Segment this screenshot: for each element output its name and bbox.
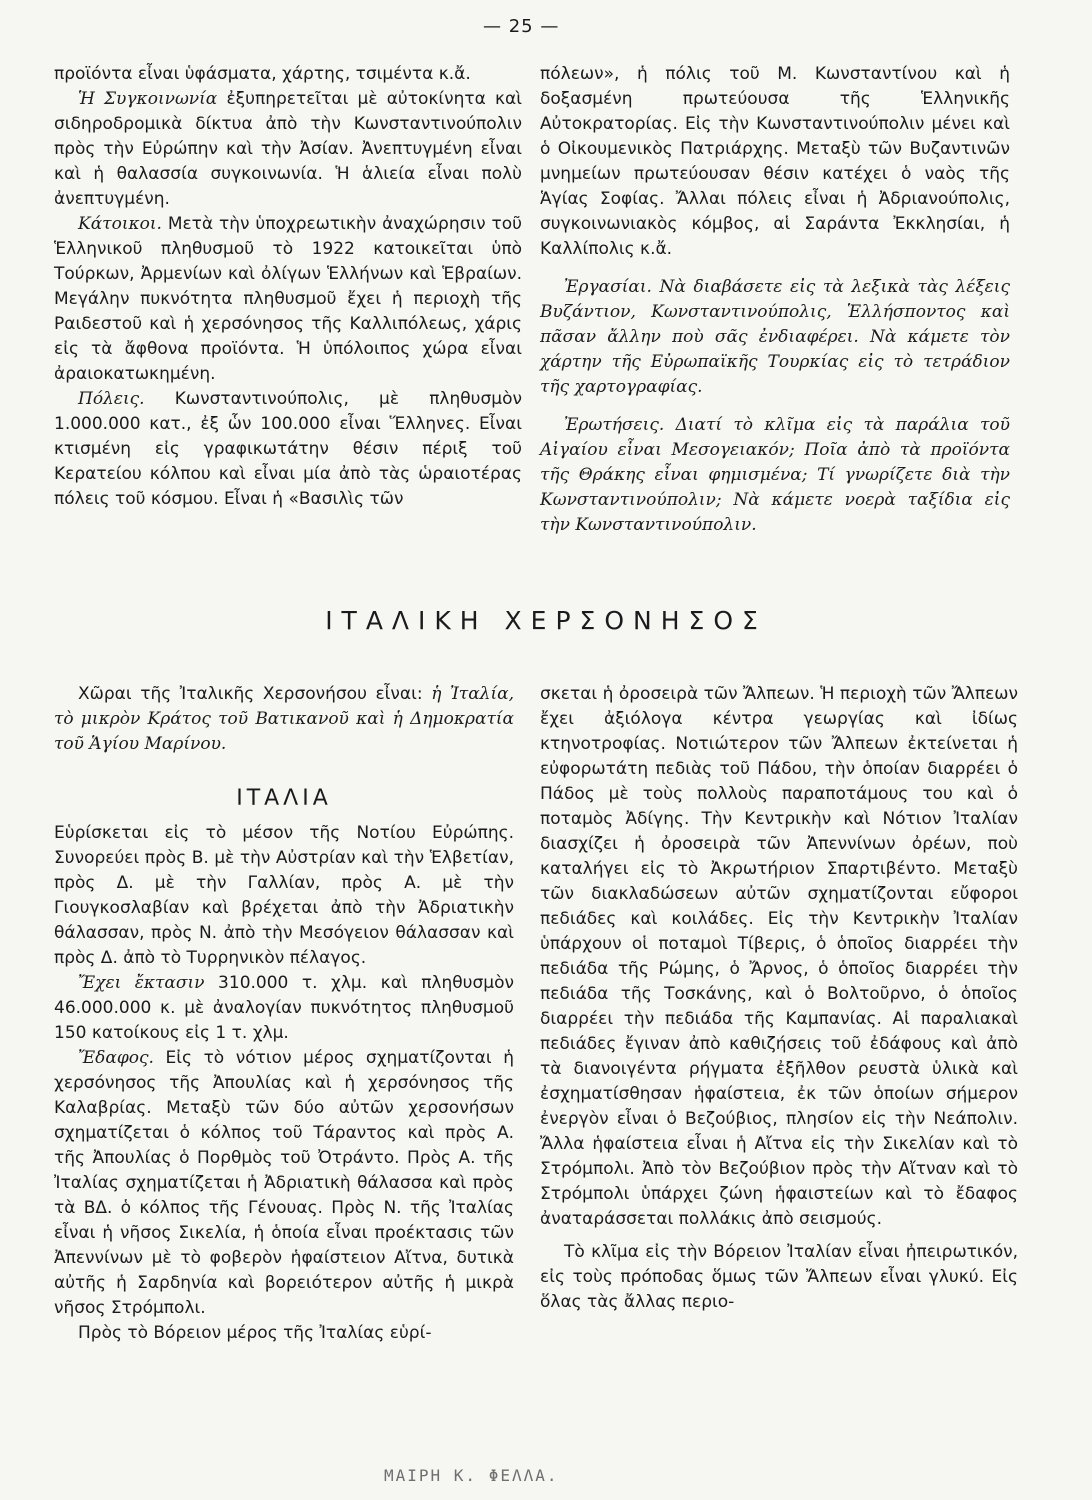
bottom-right-column xyxy=(540,682,1018,1315)
handwritten-signature: ΜΑΙΡΗ Κ. ΦΕΛΛΑ. xyxy=(384,1466,559,1485)
paragraph-heading: Πόλεις. xyxy=(78,389,145,409)
paragraph xyxy=(54,87,522,212)
paragraph: προϊόντα εἶναι ὑφάσματα, χάρτης, τσιμέντα κ.ἄ. xyxy=(54,64,471,84)
paragraph: πόλεων», ἡ πόλις τοῦ Μ. Κωνσταντίνου καὶ ἡ δοξασμένη πρωτεύουσα τῆς Ἑλληνικῆς Αὐτοκρατορίας. Εἰς τὴν Κωνσταντινούπολιν μένει καὶ ὁ Οἰκουμενικὸς Πατριάρχης. Μεταξὺ τῶν Βυζαντινῶν μνημείων πρωτεύουσαν θέσιν κατέχει ὁ ναὸς τῆς Ἁγίας Σοφίας. Ἄλλαι πόλεις εἶναι ἡ Ἀδριανούπολις, συγκοινωνιακὸς κόμβος, αἱ Σαράντα Ἐκκλησίαι, ἡ Καλλίπολις κ.ἄ. xyxy=(540,64,1010,259)
subtitle: ΙΤΑΛΙΑ xyxy=(236,786,332,811)
paragraph-text: 310.000 τ. χλμ. καὶ πληθυσμὸν 46.000.000 κ. μὲ ἀναλογίαν πυκνότητος πληθυσμοῦ 150 κατοίκους εἰς 1 τ. χλμ. xyxy=(54,973,514,1043)
top-right-column xyxy=(540,62,1010,538)
paragraph: Τὸ κλῖμα εἰς τὴν Βόρειον Ἰταλίαν εἶναι ἠπειρωτικόν, εἰς τοὺς πρόποδας ὅμως τῶν Ἄλπεων εἶναι γλυκύ. Εἰς ὅλας τὰς ἄλλας περιο- xyxy=(540,1242,1018,1312)
paragraph-text: Εἰς τὸ νότιον μέρος σχηματίζονται ἡ χερσόνησος τῆς Ἀπουλίας καὶ ἡ χερσόνησος τῆς Καλαβρίας. Μεταξὺ τῶν δύο αὐτῶν χερσονήσων σχηματίζεται ὁ κόλπος τοῦ Τάραντος καὶ πρὸς Α. τῆς Ἀπουλίας ὁ Πορθμὸς τοῦ Ὀτράντο. Πρὸς Α. τῆς Ἰταλίας σχηματίζεται ἡ Ἀδριατικὴ θάλασσα καὶ πρὸς τὰ ΒΔ. ὁ κόλπος τῆς Γένουας. Πρὸς Ν. τῆς Ἰταλίας εἶναι ἡ νῆσος Σικελία, ἡ ὁποία εἶναι προέκτασις τῶν Ἀπεννίνων μὲ τὸ φοβερὸν ἡφαίστειον Αἴτνα, δυτικὰ αὐτῆς ἡ Σαρδηνία καὶ βορειότερον αὐτῆς ἡ μικρὰ νῆσος Στρόμπολι. xyxy=(54,1048,514,1318)
questions-paragraph xyxy=(540,413,1010,538)
paragraph-text: ἐξυπηρετεῖται μὲ αὐτοκίνητα καὶ σιδηροδρομικὰ δίκτυα ἀπὸ τὴν Κωνσταντινούπολιν πρὸς τὴν Εὐρώπην καὶ τὴν Ἀσίαν. Ἀνεπτυγμένη εἶναι καὶ ἡ θαλασσία συγκοινωνία. Ἡ ἁλιεία εἶναι πολὺ ἀνεπτυγμένη. xyxy=(54,89,523,209)
paragraph xyxy=(54,387,522,512)
paragraph: σκεται ἡ ὀροσειρὰ τῶν Ἄλπεων. Ἡ περιοχὴ τῶν Ἄλπεων ἔχει ἀξιόλογα κέντρα γεωργίας καὶ ἰδίως κτηνοτροφίας. Νοτιώτερον τῶν Ἄλπεων ἐκτείνεται ἡ εὐφορωτάτη πεδιὰς τοῦ Πάδου, τὴν ὁποίαν διαρρέει ὁ Πάδος μὲ τοὺς πολλοὺς παραποτάμους του καὶ ὁ ποταμὸς Ἀδίγης. Τὴν Κεντρικὴν καὶ Νότιον Ἰταλίαν διασχίζει ἡ ὀροσειρὰ τῶν Ἀπεννίνων ὀρέων, ποὺ καταλήγει εἰς τὸ Ἀκρωτήριον Σπαρτιβέντο. Μεταξὺ τῶν διακλαδώσεων αὐτῶν σχηματίζονται εὔφοροι πεδιάδες καὶ κοιλάδες. Εἰς τὴν Κεντρικὴν Ἰταλίαν ὑπάρχουν οἱ ποταμοὶ Τίβερις, ὁ ὁποῖος διαρρέει τὴν πεδιάδα τῆς Ρώμης, ὁ Ἄρνος, ὁ ὁποῖος διαρρέει τὴν πεδιάδα τῆς Τοσκάνης, καὶ ὁ Βολτοῦρνο, ὁ ὁποῖος διαρρέει τὴν πεδιάδα τῆς Καμπανίας. Αἱ παραλιακαὶ πεδιάδες ἔγιναν ἀπὸ καθιζήσεις τοῦ ἐδάφους καὶ ἀπὸ τὰ διανοιγέντα ρήγματα ἐξῆλθον ρευστὰ ὑλικὰ καὶ ἐσχηματίσθησαν ἡφαίστεια, ἐκ τῶν ὁποίων σήμερον ἐνεργὸν εἶναι ὁ Βεζούβιος, πλησίον εἰς τὴν Νεάπολιν. Ἄλλα ἡφαίστεια εἶναι ἡ Αἴτνα εἰς τὴν Σικελίαν καὶ τὸ Στρόμπολι. Ἀπὸ τὸν Βεζούβιον πρὸς τὴν Αἴτναν καὶ τὸ Στρόμπολι ὑπάρχει ζώνη ἡφαιστείων καὶ τὸ ἔδαφος ἀναταράσσεται πολλάκις ἀπὸ σεισμούς. xyxy=(540,684,1018,1229)
paragraph-text: Διατί τὸ κλῖμα εἰς τὰ παράλια τοῦ Αἰγαίου εἶναι Μεσογειακόν; Ποῖα ἀπὸ τὰ προϊόντα τῆς Θράκης εἶναι φημισμένα; Τί γνωρίζετε διὰ τὴν Κωνσταντινούπολιν; Νὰ κάμετε νοερὰ ταξίδια εἰς τὴν Κωνσταντινούπολιν. xyxy=(540,415,1010,535)
paragraph-heading: Ἐργασίαι. xyxy=(564,277,652,297)
paragraph-text: Κωνσταντινούπολις, μὲ πληθυσμὸν 1.000.000 κατ., ἐξ ὧν 100.000 εἶναι Ἕλληνες. Εἶναι κτισμένη εἰς γραφικωτάτην θέσιν πέριξ τοῦ Κερατείου κόλπου καὶ εἶναι μία ἀπὸ τὰς ὡραιοτέρας πόλεις τοῦ κόσμου. Εἶναι ἡ «Βασιλὶς τῶν xyxy=(54,389,522,509)
paragraph-heading: Ἔχει ἔκτασιν xyxy=(78,973,205,993)
intro-text: Χῶραι τῆς Ἰταλικῆς Χερσονήσου εἶναι: xyxy=(78,684,432,704)
section-title: ΙΤΑΛΙΚΗ ΧΕΡΣΟΝΗΣΟΣ xyxy=(325,606,767,635)
paragraph-text: Νὰ διαβάσετε εἰς τὰ λεξικὰ τὰς λέξεις Βυζάντιον, Κωνσταντινούπολις, Ἑλλήσποντος καὶ πᾶσαν ἄλλην ποὺ σᾶς ἐνδιαφέρει. Νὰ κάμετε τὸν χάρτην τῆς Εὐρωπαϊκῆς Τουρκίας εἰς τὸ τετράδιον τῆς χαρτογραφίας. xyxy=(540,277,1010,397)
paragraph xyxy=(54,1046,514,1321)
intro-paragraph xyxy=(54,682,514,757)
paragraph-heading: Κάτοικοι. xyxy=(78,214,162,234)
intro-italic-text: ἡ Ἰταλία, τὸ μικρὸν Κράτος τοῦ Βατικανοῦ καὶ ἡ Δημοκρατία τοῦ Ἁγίου Μαρίνου. xyxy=(54,684,515,754)
paragraph xyxy=(54,971,514,1046)
paragraph-heading: Ἔδαφος. xyxy=(78,1048,154,1068)
page-number: — 25 — xyxy=(483,16,560,37)
paragraph: Εὑρίσκεται εἰς τὸ μέσον τῆς Νοτίου Εὐρώπης. Συνορεύει πρὸς Β. μὲ τὴν Αὐστρίαν καὶ τὴν Ἑλβετίαν, πρὸς Δ. μὲ τὴν Γαλλίαν, πρὸς Α. μὲ τὴν Γιουγκοσλαβίαν καὶ βρέχεται ἀπὸ τὴν Ἀδριατικὴν θάλασσαν, πρὸς Ν. ἀπὸ τὴν Μεσόγειον θάλασσαν καὶ πρὸς Δ. ἀπὸ τὸ Τυρρηνικὸν πέλαγος. xyxy=(54,823,514,968)
paragraph-text: Μετὰ τὴν ὑποχρεωτικὴν ἀναχώρησιν τοῦ Ἑλληνικοῦ πληθυσμοῦ τὸ 1922 κατοικεῖται ὑπὸ Τούρκων, Ἀρμενίων καὶ ὀλίγων Ἑλλήνων καὶ Ἑβραίων. Μεγάλην πυκνότητα πληθυσμοῦ ἔχει ἡ περιοχὴ τῆς Ραιδεστοῦ καὶ ἡ χερσόνησος τῆς Καλλιπόλεως, χάρις εἰς τὰ ἄφθονα προϊόντα. Ἡ ὑπόλοιπος χώρα εἶναι ἀραιοκατωκημένη. xyxy=(54,214,522,384)
top-left-column xyxy=(54,62,522,512)
bottom-left-column xyxy=(54,682,514,1346)
paragraph: Πρὸς τὸ Βόρειον μέρος τῆς Ἰταλίας εὑρί- xyxy=(78,1323,432,1343)
paragraph xyxy=(54,212,522,387)
paragraph-heading: Ἡ Συγκοινωνία xyxy=(78,89,218,109)
paragraph-heading: Ἐρωτήσεις. xyxy=(564,415,665,435)
exercises-paragraph xyxy=(540,275,1010,400)
